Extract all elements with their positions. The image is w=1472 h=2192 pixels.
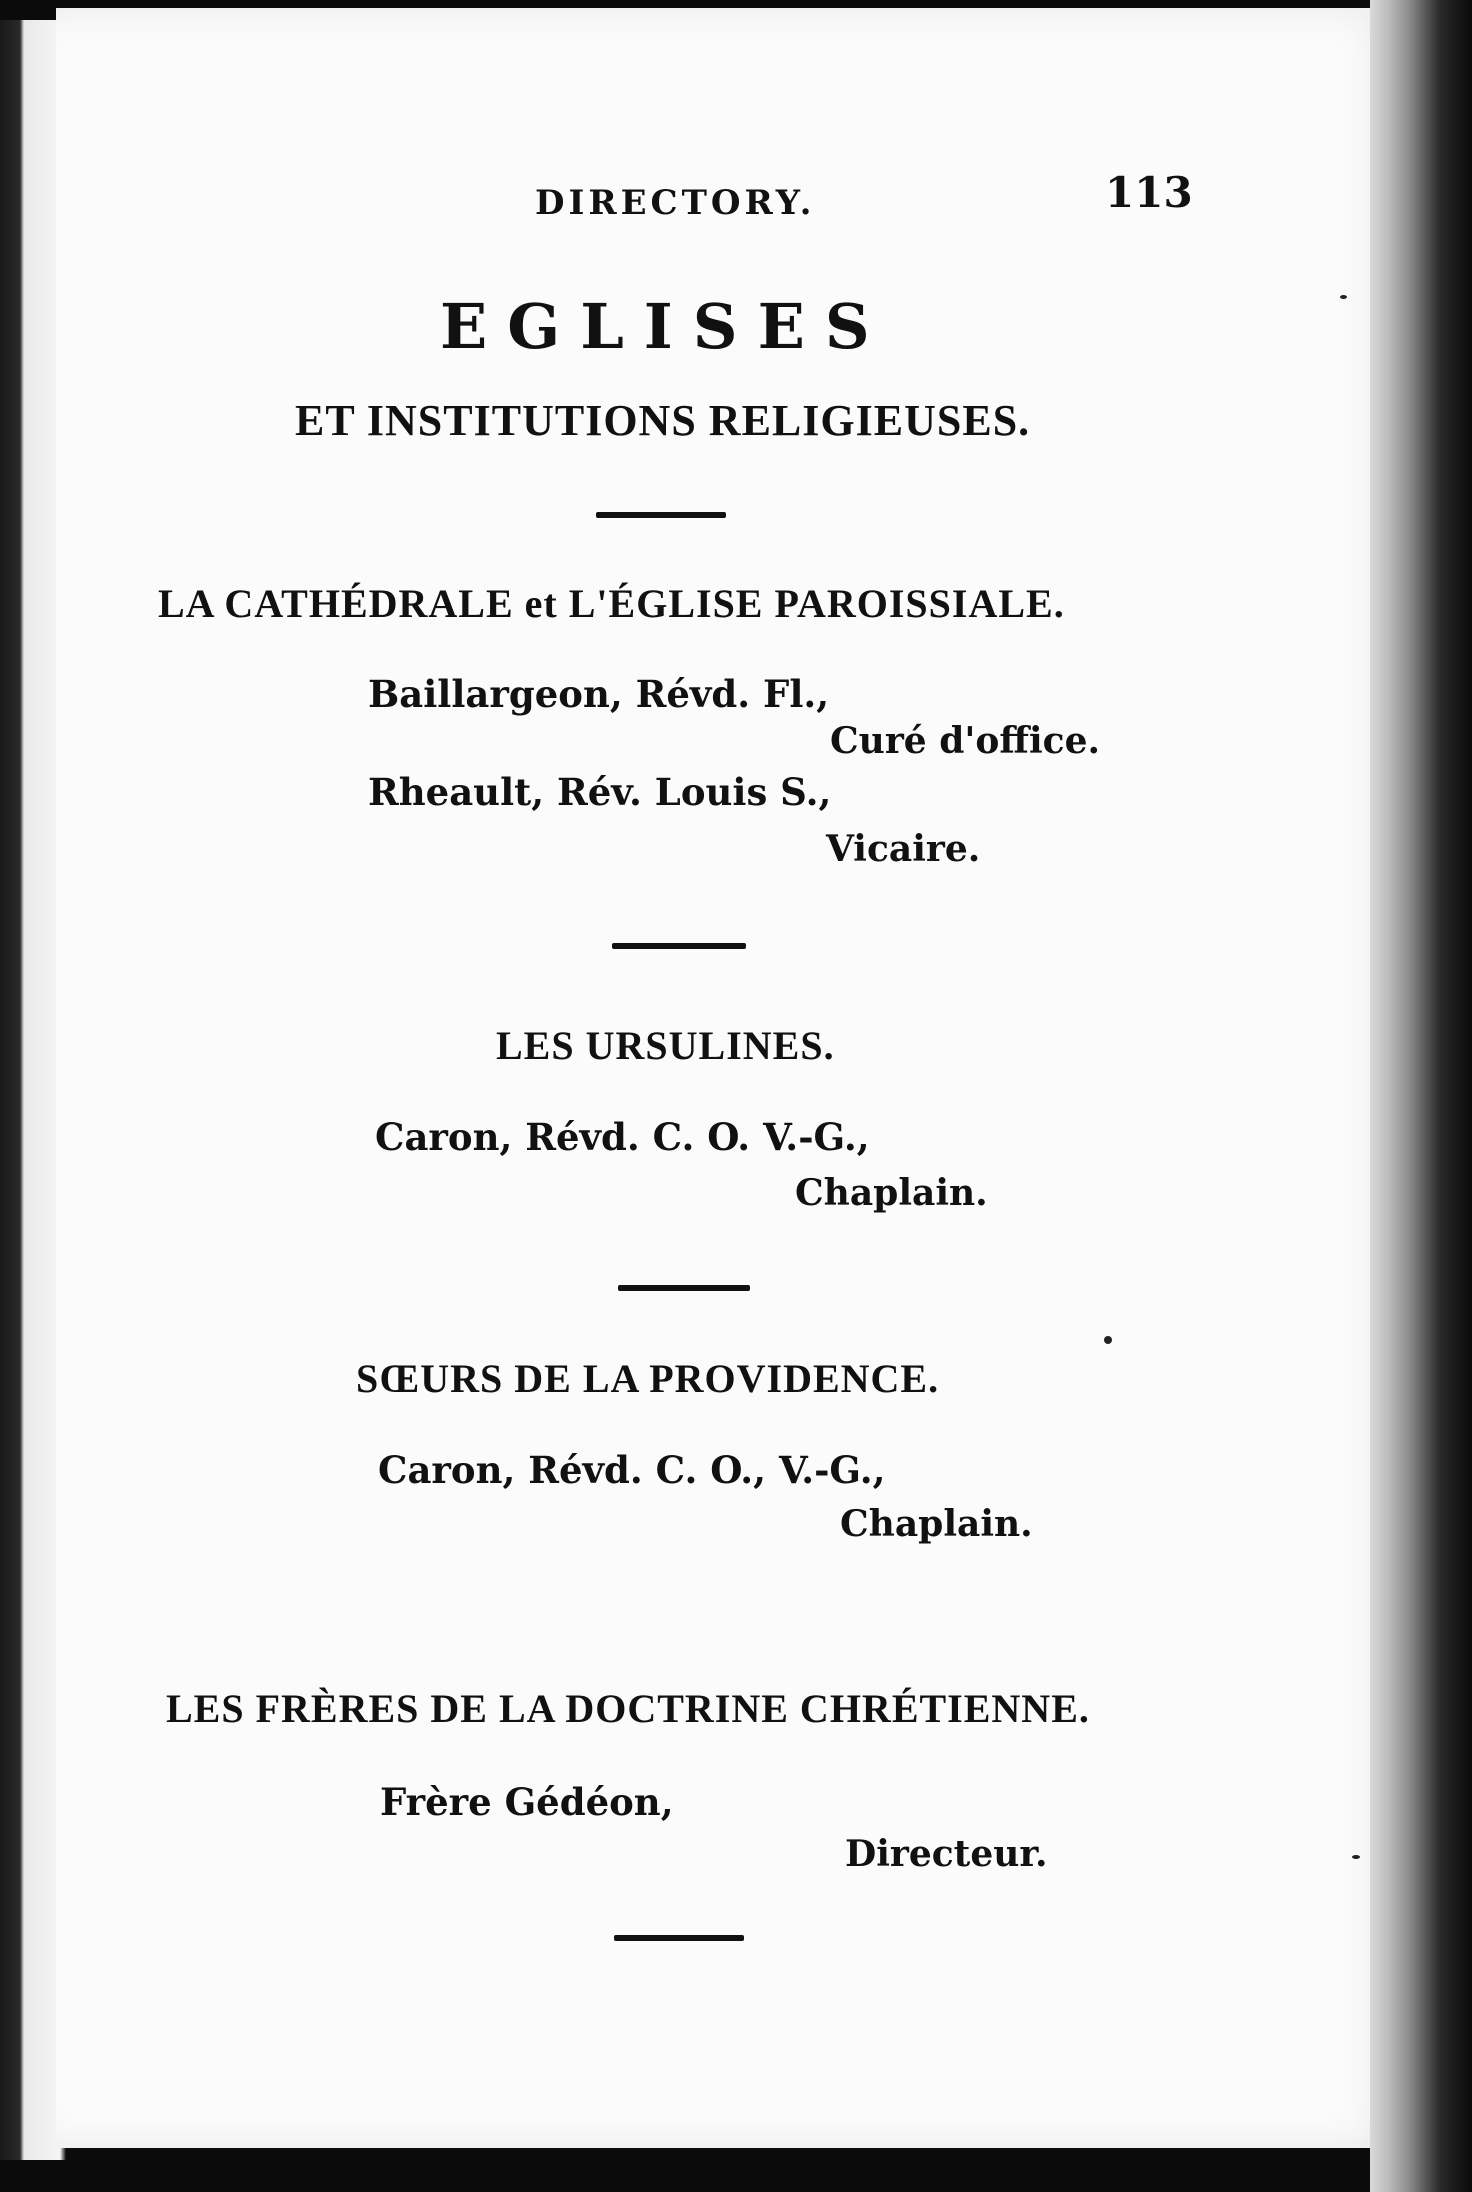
page-number: 113 (1105, 168, 1193, 217)
ink-speck (1340, 295, 1347, 299)
section-heading-ursulines: LES URSULINES. (496, 1023, 835, 1068)
page-fore-edge (1370, 0, 1472, 2192)
entry-name: Rheault, Rév. Louis S., (368, 770, 832, 814)
section-heading-freres: LES FRÈRES DE LA DOCTRINE CHRÉTIENNE. (166, 1686, 1090, 1731)
entry-name: Frère Gédéon, (380, 1780, 674, 1824)
divider-rule (612, 943, 746, 949)
section-heading-cathedrale: LA CATHÉDRALE et L'ÉGLISE PAROISSIALE. (158, 581, 1065, 626)
entry-role: Curé d'office. (830, 720, 1101, 762)
entry-role: Vicaire. (826, 828, 981, 870)
entry-name: Caron, Révd. C. O., V.-G., (378, 1448, 886, 1492)
page-title: EGLISES (440, 290, 890, 363)
entry-name: Caron, Révd. C. O. V.-G., (375, 1115, 870, 1159)
entry-role: Chaplain. (840, 1503, 1033, 1545)
section-heading-providence: SŒURS DE LA PROVIDENCE. (356, 1356, 940, 1401)
entry-name: Baillargeon, Révd. Fl., (368, 672, 830, 716)
divider-rule (618, 1285, 750, 1291)
divider-rule (614, 1935, 744, 1941)
ink-speck (1352, 1855, 1360, 1859)
divider-rule (596, 512, 726, 518)
entry-role: Directeur. (845, 1833, 1048, 1875)
running-head: DIRECTORY. (535, 183, 816, 223)
entry-role: Chaplain. (795, 1172, 988, 1214)
ink-speck (1104, 1336, 1112, 1344)
page-subtitle: ET INSTITUTIONS RELIGIEUSES. (295, 396, 1031, 445)
